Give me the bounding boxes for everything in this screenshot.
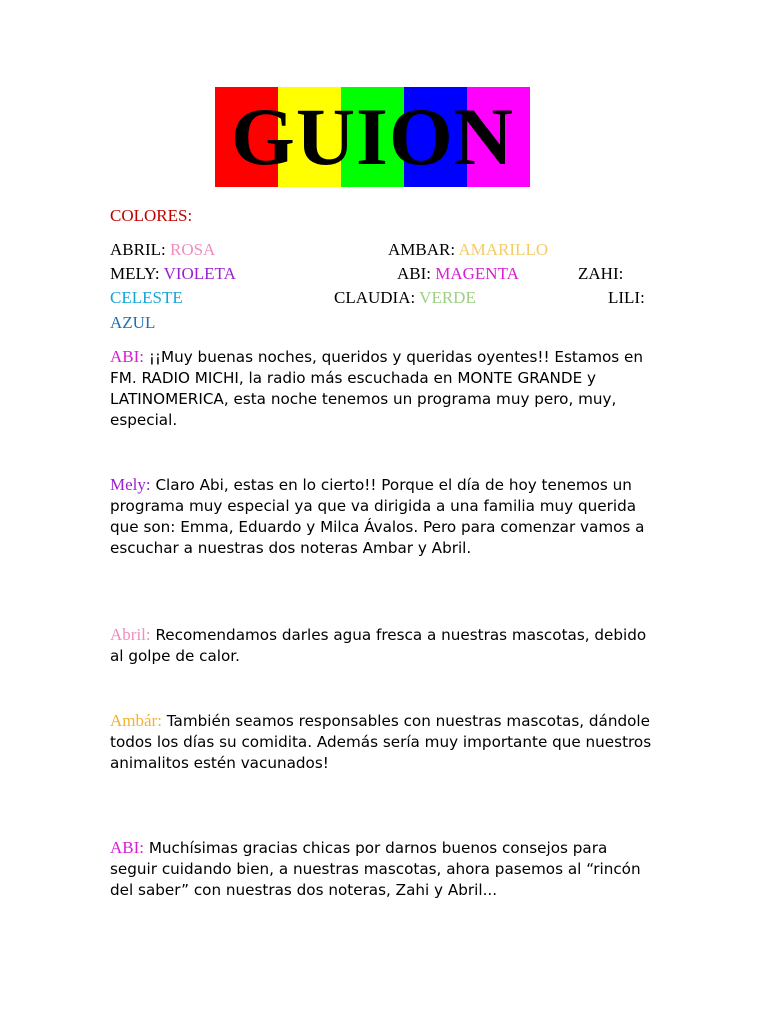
cast-color: AMARILLO [458,240,549,259]
cast-color: ROSA [169,240,216,259]
cast-row-3 [110,286,645,310]
cast-row-2 [110,262,645,286]
colores-heading: COLORES: [110,206,193,225]
speaker-name: Ambár: [110,711,162,730]
dialogue-text: Claro Abi, estas en lo cierto!! Porque el día de hoy tenemos un programa muy especial ya que va dirigida a una familia muy querida que son: Emma, Eduardo y Milca Ávalos. Pero para comenzar vamos a escuchar a nuestras dos noteras Ambar y Abril. [110,476,645,557]
dialogue-line [110,474,655,559]
dialogue-text: ¡¡Muy buenas noches, queridos y queridas oyentes!! Estamos en FM. RADIO MICHI, la radio más escuchada en MONTE GRANDE y LATINOMERICA, esta noche tenemos un programa muy pero, muy, especial. [110,348,643,429]
dialogue-text: Muchísimas gracias chicas por darnos buenos consejos para seguir cuidando bien, a nuestras mascotas, ahora pasemos al “rincón del saber” con nuestras dos noteras, Zahi y Abril... [110,839,641,899]
document-title: GUION [231,91,514,182]
dialogue-line [110,346,655,431]
cast-entry: AMBAR: AMARILLO [388,240,549,259]
cast-color: VERDE [419,288,476,307]
speaker-name: ABI: [110,347,144,366]
cast-entry: ABRIL: ROSA [110,240,216,259]
cast-entry: MELY: VIOLETA [110,264,236,283]
cast-color: AZUL [110,313,156,332]
cast-row-4 [110,311,645,335]
cast-entry: LILI: [608,288,645,307]
cast-entry: ZAHI: [578,264,624,283]
dialogue-line [110,837,655,901]
cast-color: CELESTE [110,288,183,307]
speaker-name: Mely: [110,475,151,494]
cast-row-1 [110,238,645,262]
speaker-name: Abril: [110,625,151,644]
dialogue-text: También seamos responsables con nuestras mascotas, dándole todos los días su comidita. Además sería muy importante que nuestros animalitos estén vacunados! [110,712,652,772]
dialogue-text: Recomendamos darles agua fresca a nuestras mascotas, debido al golpe de calor. [110,626,647,665]
speaker-name: ABI: [110,838,144,857]
dialogue-line [110,710,655,774]
cast-entry: ABI: MAGENTA [397,264,519,283]
cast-color: MAGENTA [435,264,519,283]
dialogue-line [110,624,655,667]
cast-entry: CLAUDIA: VERDE [334,288,476,307]
cast-color: VIOLETA [163,264,236,283]
cast-entry [110,311,155,335]
cast-entry [110,286,183,310]
